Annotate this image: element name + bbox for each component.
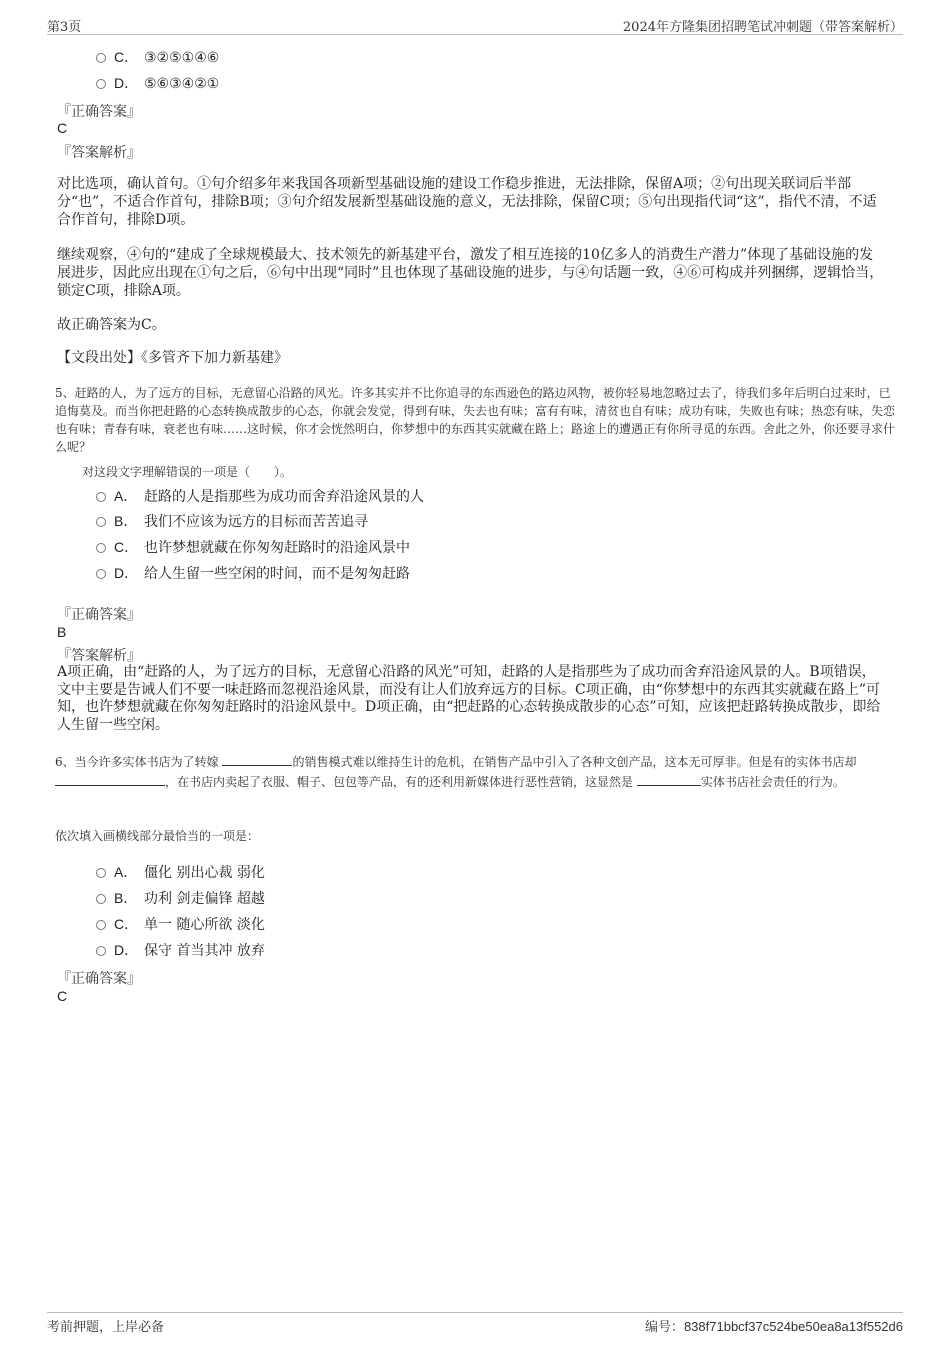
q6-option-d[interactable]: D． 保守 首当其冲 放弃 — [96, 940, 265, 961]
q6-option-c[interactable]: C． 单一 随心所欲 淡化 — [96, 914, 265, 935]
page-header — [47, 14, 903, 35]
radio-icon[interactable] — [96, 492, 106, 502]
correct-answer-label: 『正确答案』 — [57, 971, 141, 987]
correct-answer-label: 『正确答案』 — [57, 104, 141, 120]
blank-2 — [55, 773, 165, 786]
radio-icon[interactable] — [96, 79, 106, 89]
q4-source: 【文段出处】《多管齐下加力新基建》 — [57, 350, 288, 366]
q5-option-b[interactable]: B． 我们不应该为远方的目标而苦苦追寻 — [96, 511, 368, 532]
correct-answer-label: 『正确答案』 — [57, 607, 141, 623]
q6-option-a[interactable]: A． 僵化 别出心裁 弱化 — [96, 862, 265, 883]
q5-question: 对这段文字理解错误的一项是（ ）。 — [82, 465, 293, 479]
q6-stem: 6、当今许多实体书店为了转嫁 的销售模式难以维持生计的危机，在销售产品中引入了各种文创产品，这本无可厚非。但是有的实体书店却 ，在书店内卖起了衣服、帽子、包包等产品，有的还利用新媒体进行恶性营销，这显然是 实体书店社会责任的行为。 — [55, 755, 857, 789]
radio-icon[interactable] — [96, 543, 106, 553]
q5-answer: B — [57, 624, 67, 640]
blank-1 — [222, 753, 292, 766]
footer-slogan: 考前押题，上岸必备 — [47, 1320, 165, 1335]
q4-analysis-1: 对比选项，确认首句。①句介绍多年来我国各项新型基础设施的建设工作稳步推进，无法排除，保留A项；②句出现关联词后半部分“也”，不适合作首句，排除B项；③句介绍发展新型基础设施的意义，无法排除，保留C项；⑤句出现指代词“这”，指代不清，不适合作首句，排除D项。 — [57, 176, 877, 228]
page-number: 第3页 — [47, 20, 82, 35]
q6-question: 依次填入画横线部分最恰当的一项是： — [55, 829, 260, 843]
radio-icon[interactable] — [96, 894, 106, 904]
page-footer — [47, 1312, 903, 1333]
q5-stem: 5、赶路的人，为了远方的目标，无意留心沿路的风光。许多其实并不比你追寻的东西逊色的路边风物，被你轻易地忽略过去了，待我们多年后明白过来时，已追悔莫及。而当你把赶路的心态转换成散步的心态，你就会发觉，得到有味，失去也有味；富有有味，清贫也自有味；成功有味，失败也有味；热恋有味，失恋也有味；青春有味，衰老也有味……这时候，你才会恍然明白，你梦想中的东西其实就藏在路上；路途上的遭遇正有你所寻觅的东西。舍此之外，你还要寻求什么呢？ — [55, 386, 896, 454]
radio-icon[interactable] — [96, 517, 106, 527]
q6-option-b[interactable]: B． 功利 剑走偏锋 超越 — [96, 888, 265, 909]
document-code: 编号：838f71bbcf37c524be50ea8a13f552d6 — [644, 1319, 903, 1334]
q4-option-d[interactable]: D． ⑤⑥③④②① — [96, 73, 219, 94]
radio-icon[interactable] — [96, 920, 106, 930]
analysis-label: 『答案解析』 — [57, 145, 141, 161]
radio-icon[interactable] — [96, 868, 106, 878]
radio-icon[interactable] — [96, 53, 106, 63]
q5-option-c[interactable]: C． 也许梦想就藏在你匆匆赶路时的沿途风景中 — [96, 537, 410, 558]
q4-analysis-3: 故正确答案为C。 — [57, 317, 166, 333]
q5-option-d[interactable]: D． 给人生留一些空闲的时间，而不是匆匆赶路 — [96, 563, 410, 584]
blank-3 — [637, 773, 701, 786]
radio-icon[interactable] — [96, 569, 106, 579]
radio-icon[interactable] — [96, 946, 106, 956]
document-title: 2024年方隆集团招聘笔试冲刺题（带答案解析） — [622, 20, 903, 35]
q4-analysis-2: 继续观察，④句的“建成了全球规模最大、技术领先的新基建平台，激发了相互连接的10亿多人的消费生产潜力”体现了基础设施的发展进步，因此应出现在①句之后，⑥句中出现“同时”且也体现了基础设施的进步，与④句话题一致，④⑥可构成并列捆绑，逻辑恰当，锁定C项，排除A项。 — [57, 247, 884, 299]
q4-option-c[interactable]: C． ③②⑤①④⑥ — [96, 47, 219, 68]
q6-answer: C — [57, 988, 68, 1004]
q4-answer: C — [57, 120, 68, 136]
analysis-label: 『答案解析』 — [57, 648, 141, 664]
q5-analysis: A项正确，由“赶路的人，为了远方的目标，无意留心沿路的风光”可知，赶路的人是指那些为了成功而舍弃沿途风景的人。B项错误，文中主要是告诫人们不要一味赶路而忽视沿途风景，而没有让人们放弃远方的目标。C项正确，由“你梦想中的东西其实就藏在路上”可知，也许梦想就藏在你匆匆赶路时的沿途风景中。D项正确，由“把赶路的心态转换成散步的心态”可知，应该把赶路转换成散步，即给人生留一些空闲。 — [57, 664, 881, 733]
q5-option-a[interactable]: A． 赶路的人是指那些为成功而舍弃沿途风景的人 — [96, 486, 424, 507]
